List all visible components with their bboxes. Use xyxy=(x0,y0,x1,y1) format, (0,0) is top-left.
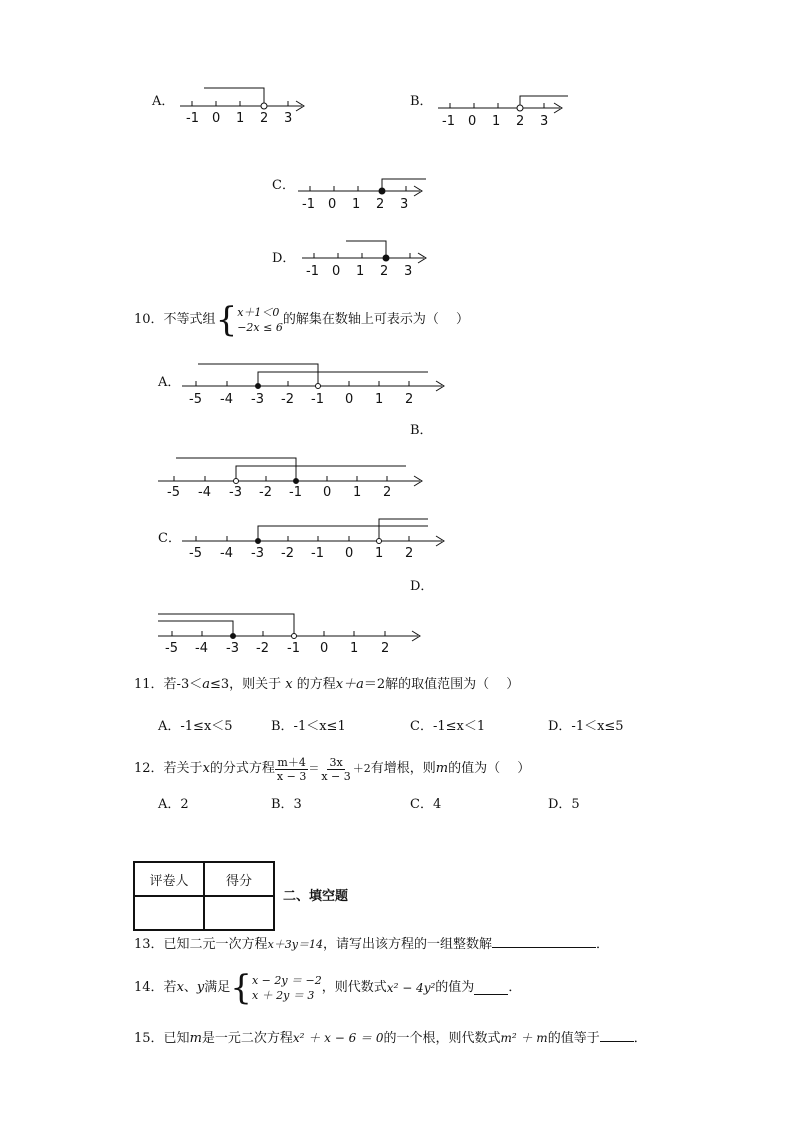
svg-text:1: 1 xyxy=(356,264,365,278)
ticks xyxy=(192,101,288,106)
svg-text:0: 0 xyxy=(468,114,477,129)
tick-label: 2 xyxy=(260,111,269,126)
svg-text:2: 2 xyxy=(381,641,390,656)
svg-text:-3: -3 xyxy=(229,485,242,498)
q11-option-b[interactable]: B．-1＜x≤1 xyxy=(271,719,346,734)
q10-number-line-d xyxy=(156,608,428,656)
svg-text:-1: -1 xyxy=(311,392,324,406)
q11-option-c[interactable]: C．-1≤x＜1 xyxy=(410,719,486,734)
svg-text:-3: -3 xyxy=(226,641,239,656)
q9-number-line-d xyxy=(300,234,440,278)
reviewer-cell[interactable] xyxy=(134,896,204,930)
q9-number-line-a xyxy=(178,82,308,128)
answer-blank[interactable] xyxy=(492,935,596,948)
svg-text:-1: -1 xyxy=(442,114,455,129)
q10-option-a-label: A． xyxy=(158,375,181,390)
q10-number-line-c xyxy=(180,514,450,560)
equation-system: { x − 2y ＝ −2 x ＋ 2y ＝ 3 xyxy=(230,968,322,1008)
svg-text:-5: -5 xyxy=(165,641,178,656)
svg-text:-1: -1 xyxy=(289,485,302,498)
open-point xyxy=(261,103,267,109)
svg-text:-4: -4 xyxy=(220,392,233,406)
answer-blank[interactable] xyxy=(600,1029,634,1042)
score-header: 得分 xyxy=(204,862,274,896)
svg-text:2: 2 xyxy=(376,197,385,212)
svg-text:-5: -5 xyxy=(189,392,202,406)
q12-stem: 12． 若关于 x 的分式方程 $\frac{m+4}{x - 3}$ ＝ $\frac{3x}{x - 3}$ ＋2 有增根，则 m 的值为（ ） xyxy=(134,755,531,783)
question-number: 10． xyxy=(134,312,164,327)
svg-text:-1: -1 xyxy=(306,264,319,278)
fraction-right: $\frac{3x}{x - 3}$ xyxy=(321,755,351,783)
tick-label: 0 xyxy=(212,111,221,126)
q9-option-a-label: A． xyxy=(152,94,175,109)
svg-text:2: 2 xyxy=(516,114,525,129)
question-number: 13． xyxy=(134,937,164,952)
tick-label: 3 xyxy=(284,111,293,126)
svg-text:-4: -4 xyxy=(195,641,208,656)
q9-option-d-label: D． xyxy=(272,251,296,266)
q9-option-c-label: C． xyxy=(272,178,295,193)
svg-text:2: 2 xyxy=(405,546,414,560)
svg-text:0: 0 xyxy=(345,392,354,406)
svg-text:0: 0 xyxy=(323,485,332,498)
score-table xyxy=(133,861,275,931)
q14-stem: 14． 若 x 、 y 满足 { x − 2y ＝ −2 x ＋ 2y ＝ 3 ，则代数式 x² − 4y² 的值为 ． xyxy=(134,968,522,1008)
svg-text:-4: -4 xyxy=(198,485,211,498)
svg-text:-2: -2 xyxy=(259,485,272,498)
q10-option-b-label: B． xyxy=(410,423,433,438)
score-cell[interactable] xyxy=(204,896,274,930)
svg-text:-1: -1 xyxy=(302,197,315,212)
tick-label: 1 xyxy=(236,111,245,126)
svg-text:-2: -2 xyxy=(281,546,294,560)
q10-option-c-label: C． xyxy=(158,531,181,546)
closed-point xyxy=(379,188,385,194)
svg-text:1: 1 xyxy=(375,546,384,560)
question-number: 11． xyxy=(134,677,164,692)
svg-text:-4: -4 xyxy=(220,546,233,560)
svg-text:-5: -5 xyxy=(167,485,180,498)
svg-text:2: 2 xyxy=(383,485,392,498)
svg-text:2: 2 xyxy=(380,264,389,278)
question-number: 15． xyxy=(134,1031,164,1046)
open-point xyxy=(517,105,523,111)
svg-text:3: 3 xyxy=(400,197,409,212)
svg-text:0: 0 xyxy=(332,264,341,278)
q10-option-d-label: D． xyxy=(410,579,434,594)
q12-option-a[interactable]: A．2 xyxy=(158,797,189,812)
svg-text:-5: -5 xyxy=(189,546,202,560)
q9-option-b-label: B． xyxy=(410,94,433,109)
q11-option-d[interactable]: D．-1＜x≤5 xyxy=(548,719,624,734)
svg-text:1: 1 xyxy=(375,392,384,406)
q12-option-d[interactable]: D．5 xyxy=(548,797,580,812)
tick-label: -1 xyxy=(186,111,199,126)
q13-stem: 13．已知二元一次方程x＋3y＝14，请写出该方程的一组整数解 ． xyxy=(134,937,610,952)
q12-option-b[interactable]: B．3 xyxy=(271,797,302,812)
svg-text:3: 3 xyxy=(540,114,549,129)
svg-text:0: 0 xyxy=(328,197,337,212)
svg-text:1: 1 xyxy=(353,485,362,498)
q10-number-line-b xyxy=(156,452,428,498)
section-title: 二、填空题 xyxy=(283,889,349,904)
reviewer-header: 评卷人 xyxy=(134,862,204,896)
svg-text:1: 1 xyxy=(352,197,361,212)
q10-number-line-a xyxy=(180,360,450,406)
svg-text:1: 1 xyxy=(350,641,359,656)
q9-number-line-b xyxy=(436,90,576,134)
svg-text:-1: -1 xyxy=(311,546,324,560)
q11-stem: 11．若-3＜a≤3，则关于 x 的方程x＋a＝2解的取值范围为（ ） xyxy=(134,677,520,692)
svg-text:-3: -3 xyxy=(251,546,264,560)
solution-ray xyxy=(204,88,264,106)
answer-blank[interactable] xyxy=(474,982,508,995)
svg-text:2: 2 xyxy=(405,392,414,406)
question-number: 14． xyxy=(134,980,164,995)
svg-text:1: 1 xyxy=(492,114,501,129)
q10-stem: 10． 不等式组 { x＋1＜0 −2x ≤ 6 的解集在数轴上可表示为（ ） xyxy=(134,300,469,340)
svg-text:-3: -3 xyxy=(251,392,264,406)
q9-number-line-c xyxy=(296,172,436,216)
q15-stem: 15．已知m是一元二次方程x² ＋ x − 6 ＝ 0的一个根，则代数式m² ＋ m的值等于 ． xyxy=(134,1031,647,1046)
svg-text:-2: -2 xyxy=(281,392,294,406)
q12-option-c[interactable]: C．4 xyxy=(410,797,442,812)
svg-text:3: 3 xyxy=(404,264,413,278)
question-number: 12． xyxy=(134,761,164,776)
svg-text:-1: -1 xyxy=(287,641,300,656)
fraction-left: $\frac{m+4}{x - 3}$ xyxy=(276,755,307,783)
svg-text:0: 0 xyxy=(345,546,354,560)
q11-option-a[interactable]: A．-1≤x＜5 xyxy=(158,719,233,734)
svg-text:0: 0 xyxy=(320,641,329,656)
inequality-system: { x＋1＜0 −2x ≤ 6 xyxy=(215,300,283,340)
svg-text:-2: -2 xyxy=(256,641,269,656)
